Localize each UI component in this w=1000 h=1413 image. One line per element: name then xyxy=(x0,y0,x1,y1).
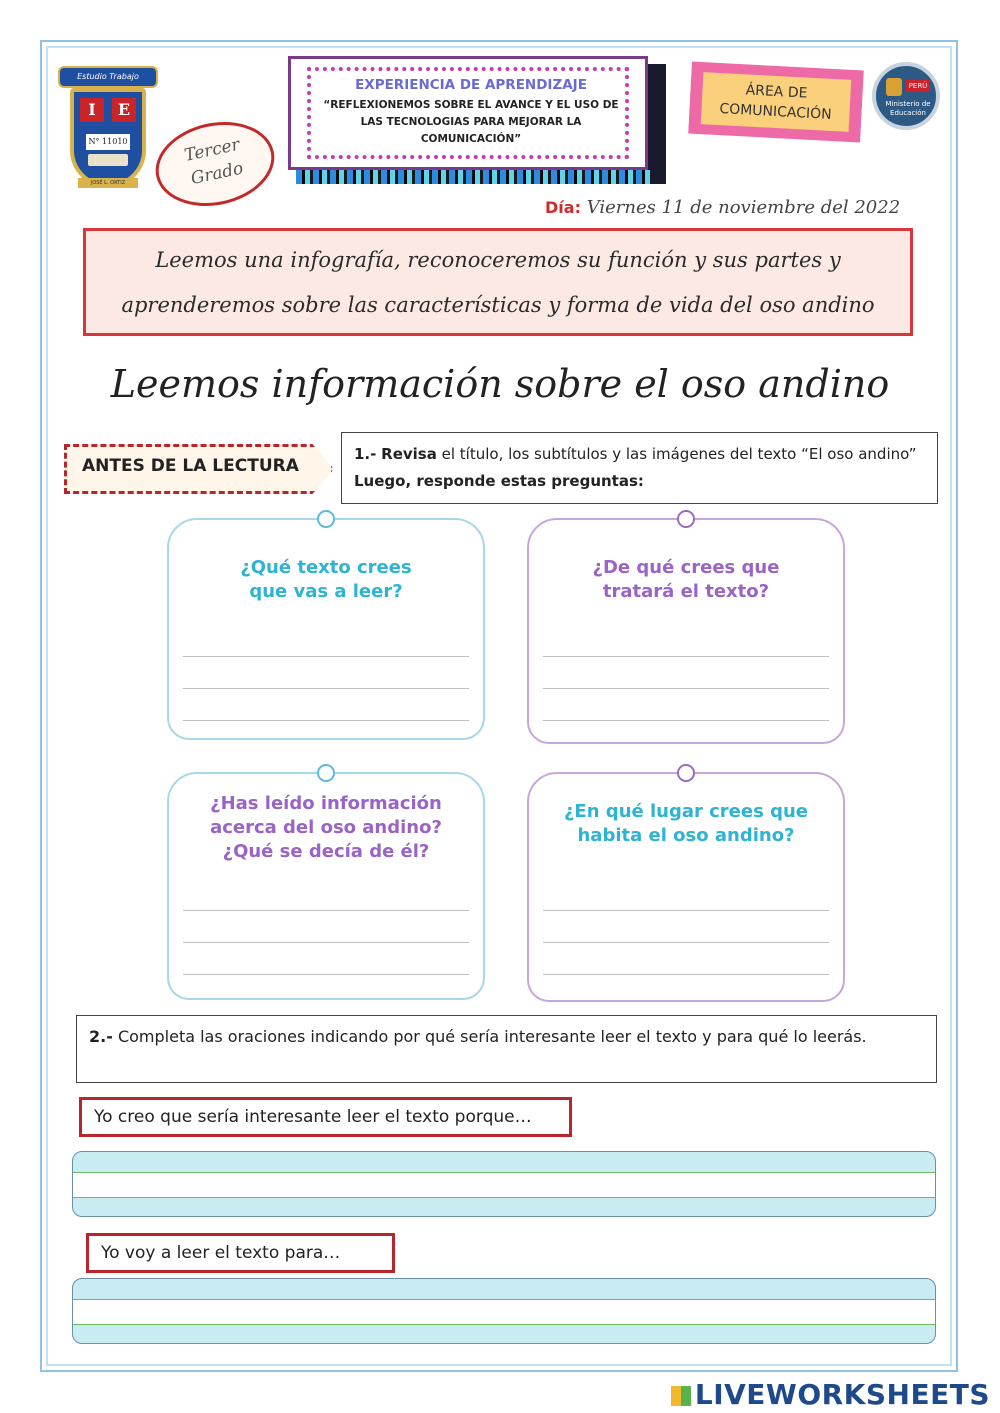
area-badge-inner xyxy=(701,72,852,132)
ministry-flag: PERÚ xyxy=(906,80,930,92)
objective-box xyxy=(83,228,913,336)
objective-line1: Leemos una infografía, reconoceremos su función y sus partes y xyxy=(155,248,841,272)
card-question-3: ¿Has leído información acerca del oso andino? ¿Qué se decía de él? xyxy=(210,793,442,862)
answer-line[interactable] xyxy=(183,942,469,943)
answer-line[interactable] xyxy=(543,974,829,975)
answer-line[interactable] xyxy=(543,656,829,657)
area-badge xyxy=(688,62,864,143)
card-question-4: ¿En qué lugar crees que habita el oso andino? xyxy=(563,801,808,846)
answer-line[interactable] xyxy=(543,688,829,689)
page-title: Leemos información sobre el oso andino xyxy=(110,362,890,406)
question-1-bold-luego: Luego, responde estas preguntas: xyxy=(354,472,644,490)
question-2-number: 2.- xyxy=(89,1027,113,1046)
prompt-interesting: Yo creo que sería interesante leer el texto porque… xyxy=(79,1097,572,1137)
watermark-text: LIVEWORKSHEETS xyxy=(694,1378,990,1411)
answer-field-purpose[interactable] xyxy=(72,1278,936,1344)
question-1-bold-revisa: Revisa xyxy=(381,445,437,463)
experience-title: EXPERIENCIA DE APRENDIZAJE xyxy=(355,77,587,93)
answer-line[interactable] xyxy=(183,974,469,975)
question-1-box xyxy=(341,432,938,504)
answer-line[interactable] xyxy=(183,720,469,721)
card-question-1: ¿Qué texto crees que vas a leer? xyxy=(240,557,412,602)
school-crest xyxy=(58,66,158,194)
answer-line[interactable] xyxy=(183,910,469,911)
shield-icon xyxy=(886,78,902,96)
ministry-logo xyxy=(872,62,940,130)
answer-line[interactable] xyxy=(183,656,469,657)
answer-line[interactable] xyxy=(543,910,829,911)
prompt-purpose: Yo voy a leer el texto para… xyxy=(86,1233,395,1273)
card-question-2: ¿De qué crees que tratará el texto? xyxy=(592,557,780,602)
card-hole-icon xyxy=(317,764,335,782)
grade-badge-line1: Tercer xyxy=(182,134,242,166)
area-line2: COMUNICACIÓN xyxy=(719,101,832,123)
area-line1: ÁREA DE xyxy=(745,82,808,102)
question-2-box xyxy=(76,1015,937,1083)
crest-letter-i: I xyxy=(80,98,104,122)
card-hole-icon xyxy=(677,510,695,528)
answer-card-2 xyxy=(527,518,845,744)
experience-banner xyxy=(288,56,648,170)
question-1-text: el título, los subtítulos y las imágenes del texto “El oso andino” xyxy=(436,445,917,463)
crest-shield xyxy=(70,88,146,188)
date-line xyxy=(545,197,900,218)
answer-card-4 xyxy=(527,772,845,1002)
answer-line[interactable] xyxy=(543,720,829,721)
answer-line[interactable] xyxy=(543,942,829,943)
card-hole-icon xyxy=(677,764,695,782)
question-2-text: Completa las oraciones indicando por qué sería interesante leer el texto y para qué lo leerás. xyxy=(112,1027,867,1046)
answer-field-interesting[interactable] xyxy=(72,1151,936,1217)
liveworksheets-icon xyxy=(671,1386,691,1406)
objective-line2: aprenderemos sobre las características y forma de vida del oso andino xyxy=(121,293,875,317)
answer-card-3 xyxy=(167,772,485,1000)
date-label: Día: xyxy=(545,198,581,217)
answer-card-1 xyxy=(167,518,485,740)
liveworksheets-logo xyxy=(671,1378,990,1411)
crest-footer: JOSÉ L. ORTIZ xyxy=(78,178,138,188)
question-1-number: 1.- xyxy=(354,445,377,463)
crest-number: N° 11010 xyxy=(86,134,130,150)
crest-banner: Estudio Trabajo xyxy=(58,66,158,88)
book-icon xyxy=(88,154,128,166)
grade-badge-line2: Grado xyxy=(189,158,246,190)
crest-letter-e: E xyxy=(112,98,136,122)
writing-line[interactable] xyxy=(73,1299,935,1325)
ministry-name: Ministerio de Educación xyxy=(885,100,931,117)
writing-line[interactable] xyxy=(73,1172,935,1198)
card-hole-icon xyxy=(317,510,335,528)
before-reading-label: ANTES DE LA LECTURA xyxy=(82,456,299,476)
experience-subtitle: “REFLEXIONEMOS SOBRE EL AVANCE Y EL USO DE LAS TECNOLOGIAS PARA MEJORAR LA COMUNICACIÓN” xyxy=(323,99,619,145)
answer-line[interactable] xyxy=(183,688,469,689)
date-value: Viernes 11 de noviembre del 2022 xyxy=(586,197,901,218)
banner-stripe xyxy=(296,170,650,184)
